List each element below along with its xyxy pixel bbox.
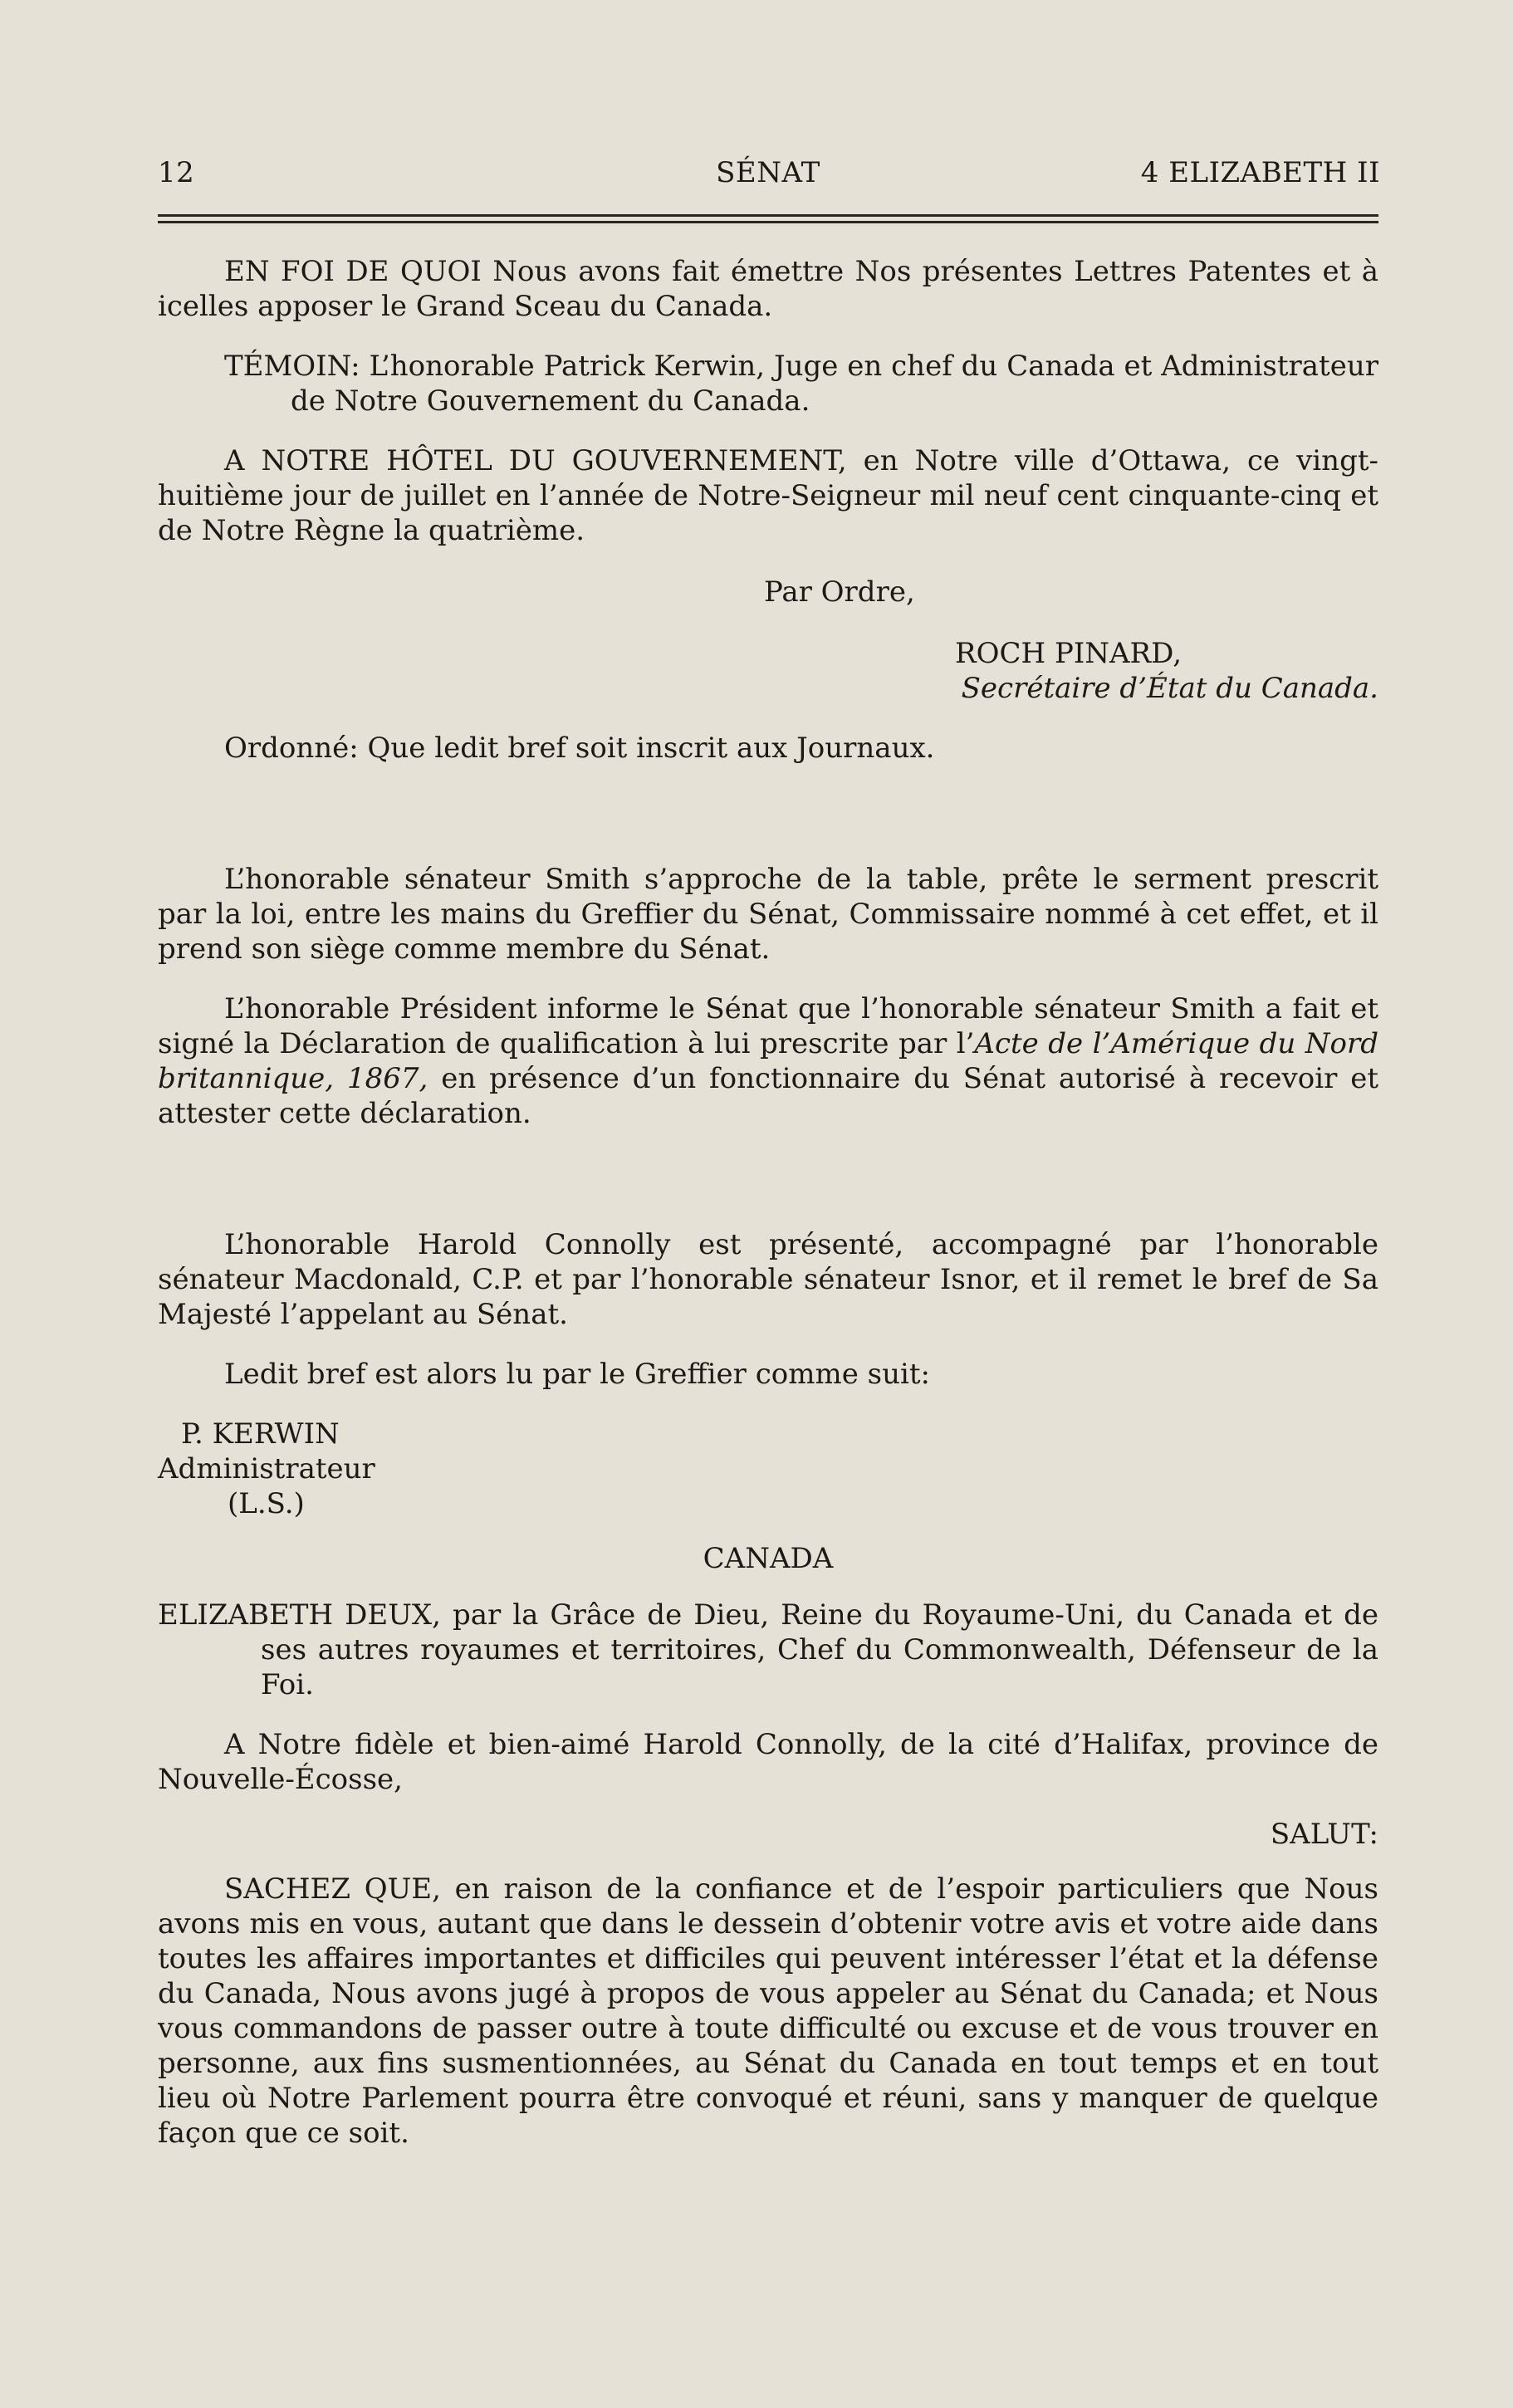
signer-name: ROCH PINARD, (955, 637, 1182, 670)
administrator-signature-block (158, 1417, 1378, 1521)
paragraph-en-foi-de-quoi: EN FOI DE QUOI Nous avons fait émettre Nos présentes Lettres Patentes et à icelles apposer le Grand Sceau du Canada. (158, 255, 1378, 323)
paragraph-elizabeth-deux: ELIZABETH DEUX, par la Grâce de Dieu, Reine du Royaume-Uni, du Canada et de ses autres royaumes et territoires, Chef du Commonwealth, Défenseur de la Foi. (158, 1598, 1378, 1701)
paragraph-hotel-du-gouvernement: A NOTRE HÔTEL DU GOUVERNEMENT, en Notre ville d’Ottawa, ce vingt-huitième jour de juillet en l’année de Notre-Seigneur mil neuf cent cinquante-cinq et de Notre Règne la quatrième. (158, 444, 1378, 547)
paragraph-serment-smith: L’honorable sénateur Smith s’approche de la table, prête le serment prescrit par la loi, entre les mains du Greffier du Sénat, Commissaire nommé à cet effet, et il prend son siège comme membre du Sénat. (158, 863, 1378, 966)
paragraph-to-connolly: A Notre fidèle et bien-aimé Harold Connolly, de la cité d’Halifax, province de Nouvelle-Écosse, (158, 1728, 1378, 1796)
seal-mark: (L.S.) (228, 1487, 305, 1520)
signer-title: Secrétaire d’État du Canada. (961, 672, 1378, 705)
header-rule-top (158, 214, 1378, 217)
paragraph-ordonne: Ordonné: Que ledit bref soit inscrit aux Journaux. (224, 732, 935, 765)
paragraph-connolly-presente: L’honorable Harold Connolly est présenté, accompagné par l’honorable sénateur Macdonald, C.P. et par l’honorable sénateur Isnor, et il remet le bref de Sa Majesté l’appelant au Sénat. (158, 1228, 1378, 1331)
running-header (156, 156, 1380, 198)
par-ordre: Par Ordre, (764, 575, 915, 609)
page-number: 12 (158, 156, 195, 189)
declaration-text-start: L’honorable Président informe le Sénat que l’honorable sénateur Smith a fait et signé la Déclaration de qualification à lui prescrite par l’ (158, 992, 1378, 1060)
paragraph-sachez-que: SACHEZ QUE, en raison de la confiance et de l’espoir particuliers que Nous avons mis en vous, autant que dans le dessein d’obtenir votre avis et votre aide dans toutes les affaires importantes et difficiles qui peuvent intéresser l’état et la défense du Canada, Nous avons jugé à propos de vous appeler au Sénat du Canada; et Nous vous commandons de passer outre à toute difficulté ou excuse et de vous trouver en personne, aux fins susmentionnées, au Sénat du Canada en tout temps et en tout lieu où Notre Parlement pourra être convoqué et réuni, sans y manquer de quelque façon que ce soit. (158, 1872, 1378, 2150)
paragraph-bref-lu: Ledit bref est alors lu par le Greffier comme suit: (224, 1358, 930, 1391)
paragraph-temoin: TÉMOIN: L’honorable Patrick Kerwin, Juge en chef du Canada et Administrateur de Notre Gouvernement du Canada. (224, 350, 1378, 418)
canada-heading: CANADA (703, 1542, 834, 1575)
administrator-name: P. KERWIN (181, 1417, 340, 1451)
declaration-text-end: en présence d’un fonctionnaire du Sénat autorisé à recevoir et attester cette déclaration. (158, 1062, 1378, 1130)
header-rule-bottom (158, 221, 1378, 223)
header-regnal-year: 4 ELIZABETH II (1140, 156, 1380, 189)
salut-heading: SALUT: (1270, 1818, 1378, 1851)
paragraph-declaration-qualification (158, 991, 1378, 1131)
administrator-title: Administrateur (158, 1452, 375, 1485)
act-title-italic: Acte de l’Amérique du Nord britannique, 1867, (158, 1027, 1378, 1095)
header-section-title: SÉNAT (716, 156, 820, 189)
page-body (158, 254, 1378, 2151)
